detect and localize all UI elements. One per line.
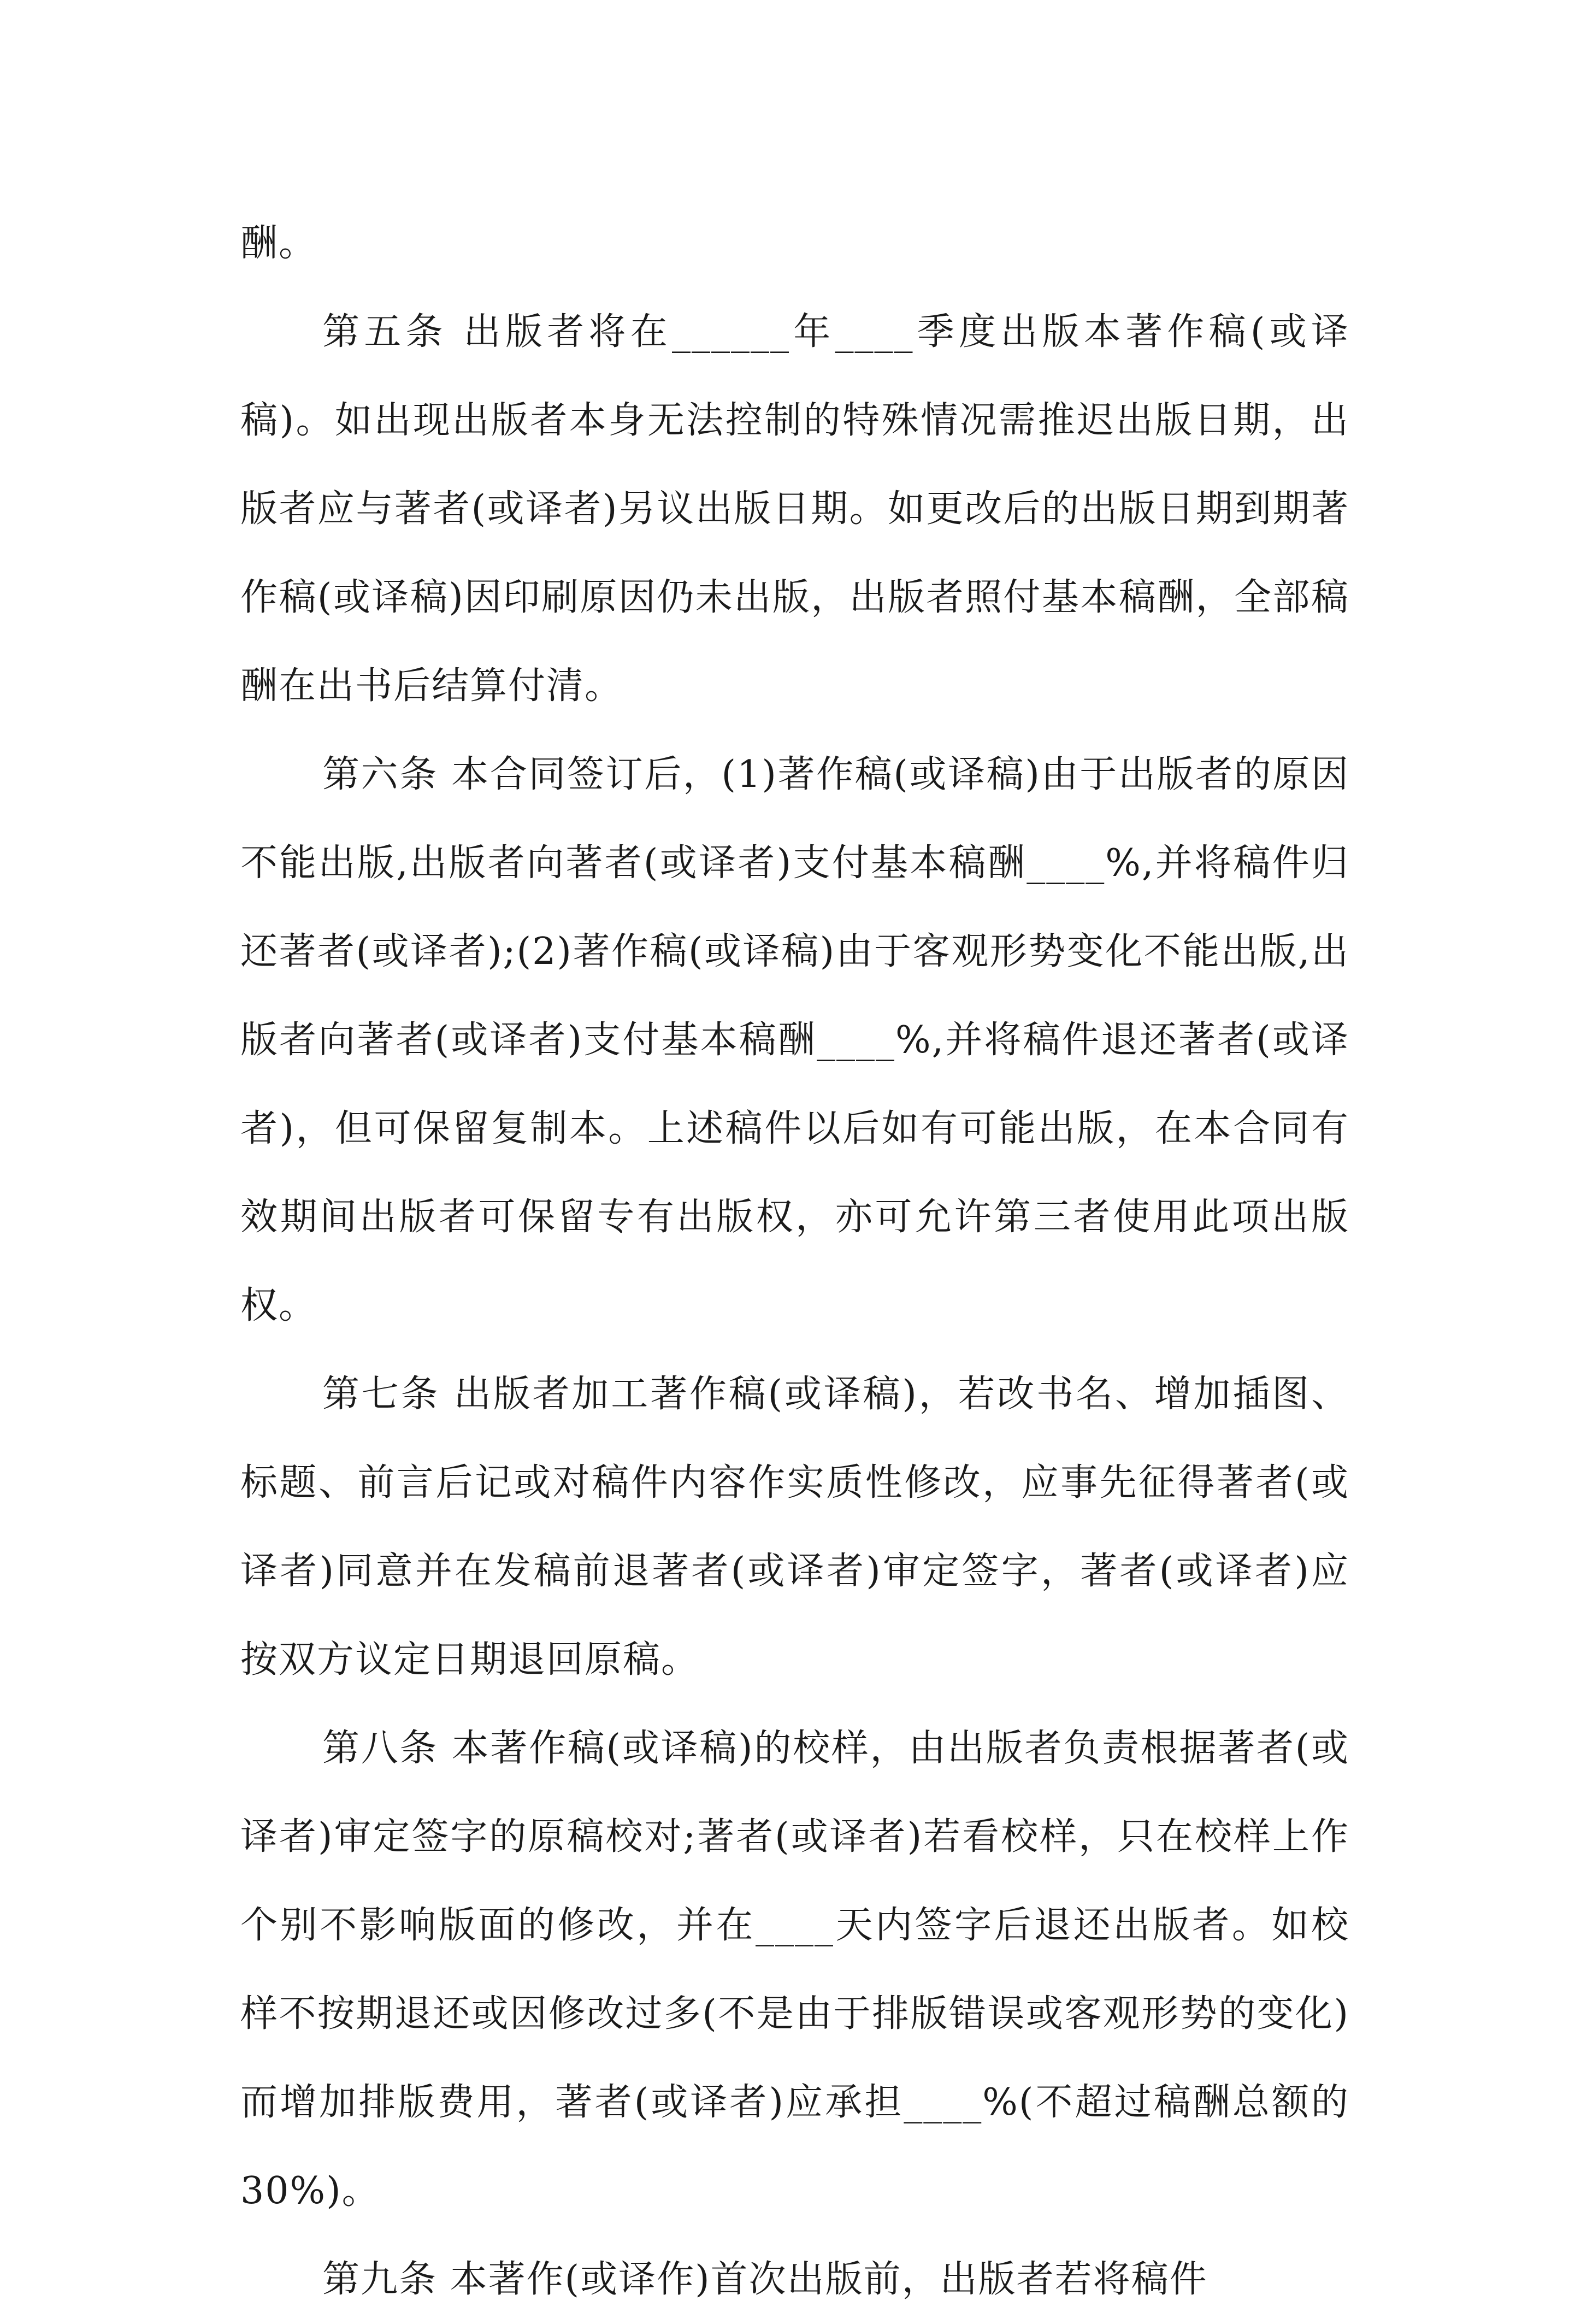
paragraph-article-5: 第五条 出版者将在______年____季度出版本著作稿(或译稿)。如出现出版者本身无法控制的特殊情况需推迟出版日期，出版者应与著者(或译者)另议出版日期。如更改后的出版日期到期著作稿(或译稿)因印刷原因仍未出版，出版者照付基本稿酬，全部稿酬在出书后结算付清。 xyxy=(240,310,1349,708)
paragraph-continuation: 酬。 xyxy=(240,222,317,265)
paragraph-article-6: 第六条 本合同签订后，(1)著作稿(或译稿)由于出版者的原因不能出版,出版者向著者(或译者)支付基本稿酬____%,并将稿件归还著者(或译者);(2)著作稿(或译稿)由于客观形势变化不能出版,出版者向著者(或译者)支付基本稿酬____%,并将稿件退还著者(或译者)，但可保留复制本。上述稿件以后如有可能出版，在本合同有效期间出版者可保留专有出版权，亦可允许第三者使用此项出版权。 xyxy=(240,753,1349,1327)
paragraph-article-7: 第七条 出版者加工著作稿(或译稿)，若改书名、增加插图、标题、前言后记或对稿件内容作实质性修改，应事先征得著者(或译者)同意并在发稿前退著者(或译者)审定签字，著者(或译者)应按双方议定日期退回原稿。 xyxy=(240,1373,1349,1681)
paragraph-article-9: 第九条 本著作(或译作)首次出版前，出版者若将稿件 xyxy=(322,2258,1208,2301)
paragraph-article-8: 第八条 本著作稿(或译稿)的校样，由出版者负责根据著者(或译者)审定签字的原稿校对;著者(或译者)若看校样，只在校样上作个别不影响版面的修改，并在____天内签字后退还出版者。如校样不按期退还或因修改过多(不是由于排版错误或客观形势的变化)而增加排版费用，著者(或译者)应承担____%(不超过稿酬总额的30%)。 xyxy=(240,1727,1349,2213)
document-body xyxy=(240,199,1349,2324)
